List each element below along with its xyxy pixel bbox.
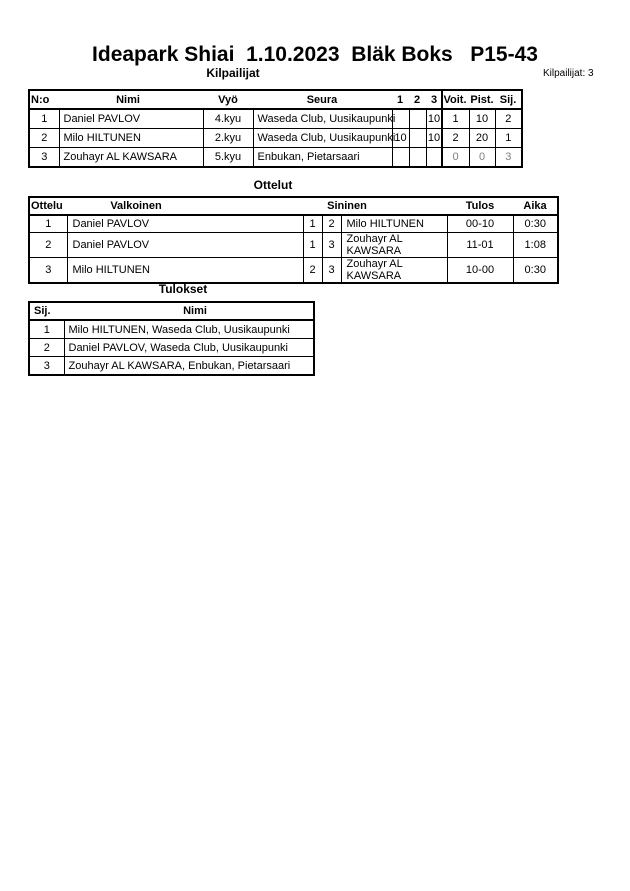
col-header-valkoinen: Valkoinen [110, 200, 162, 212]
cell-no: 3 [30, 148, 59, 167]
col-header-tulos: Tulos [465, 200, 495, 212]
col-header-aika: Aika [523, 200, 547, 212]
cell-sij: 1 [495, 129, 521, 148]
table-row [30, 321, 313, 339]
cell-vyo: 2.kyu [203, 129, 253, 148]
section-title-ottelut: Ottelut [253, 178, 293, 192]
col-header-sininen: Sininen [327, 200, 367, 212]
cell-voit: 0 [442, 148, 469, 167]
kilpailijat-table [28, 89, 523, 168]
cell-name: Daniel PAVLOV, Waseda Club, Uusikaupunki [64, 339, 313, 357]
kilpailijat-rows [30, 110, 521, 166]
cell-blue-name: Zouhayr AL KAWSARA [341, 258, 447, 283]
cell-round3: 10 [426, 129, 442, 148]
col-header-nimi: Nimi [183, 305, 207, 317]
cell-no: 2 [30, 129, 59, 148]
table-row [30, 357, 313, 375]
col-header-pist: Pist. [470, 93, 494, 106]
tulokset-table-header [30, 303, 313, 321]
cell-blue-number: 3 [322, 258, 341, 283]
cell-blue-name: Zouhayr AL KAWSARA [341, 233, 447, 258]
cell-blue-number: 2 [322, 216, 341, 233]
cell-seura: Enbukan, Pietarsaari [253, 148, 392, 167]
cell-white-number: 2 [303, 258, 322, 283]
tulokset-rows [30, 321, 313, 374]
col-header-sij: Sij. [499, 93, 517, 106]
cell-voit: 1 [442, 110, 469, 129]
cell-white-name: Daniel PAVLOV [67, 233, 303, 258]
cell-blue-name: Milo HILTUNEN [341, 216, 447, 233]
cell-round3 [426, 148, 442, 167]
cell-white-name: Milo HILTUNEN [67, 258, 303, 283]
cell-rank: 3 [30, 357, 64, 375]
cell-vyo: 4.kyu [203, 110, 253, 129]
kilpailijat-table-header [30, 91, 521, 110]
table-row [30, 148, 521, 167]
cell-sij: 2 [505, 113, 512, 125]
cell-sij: 3 [495, 148, 521, 167]
col-header-vyo: Vyö [218, 93, 238, 106]
cell-name: Zouhayr AL KAWSARA, Enbukan, Pietarsaari [64, 357, 313, 375]
cell-voit: 2 [442, 129, 469, 148]
cell-seura: Waseda Club, Uusikaupunki [253, 110, 392, 129]
cell-name: Milo HILTUNEN, Waseda Club, Uusikaupunki [68, 323, 290, 336]
table-row [30, 233, 557, 258]
cell-round1: 10 [392, 129, 409, 148]
table-row [30, 216, 557, 233]
table-row [30, 129, 521, 148]
cell-round2 [409, 110, 426, 129]
cell-nimi: Daniel PAVLOV [59, 110, 203, 129]
col-header-nimi: Nimi [116, 93, 140, 106]
cell-match-no: 2 [30, 233, 67, 258]
cell-tulos: 00-10 [447, 216, 513, 233]
cell-pist: 20 [469, 129, 495, 148]
page-title: Ideapark Shiai 1.10.2023 Bläk Boks P15-43 [92, 43, 538, 66]
thick-column-divider [441, 91, 443, 166]
cell-rank: 2 [30, 339, 64, 357]
col-header-round2: 2 [413, 93, 421, 106]
tulokset-table [28, 301, 315, 376]
ottelut-table [28, 196, 559, 284]
cell-nimi: Milo HILTUNEN [59, 129, 203, 148]
cell-seura: Waseda Club, Uusikaupunki [253, 129, 392, 148]
cell-match-no: 1 [30, 216, 67, 233]
table-row [30, 339, 313, 357]
cell-rank: 1 [30, 321, 64, 339]
col-header-round1: 1 [396, 93, 404, 106]
cell-white-number: 1 [303, 233, 322, 258]
ottelut-rows [30, 216, 557, 282]
cell-blue-number: 3 [322, 233, 341, 258]
table-row [30, 258, 557, 283]
cell-tulos: 11-01 [447, 233, 513, 258]
col-header-sij: Sij. [34, 305, 51, 317]
cell-aika: 1:08 [513, 233, 557, 258]
col-header-round3: 3 [430, 93, 438, 106]
cell-round2 [409, 148, 426, 167]
col-header-ottelu: Ottelu [31, 200, 63, 212]
cell-white-number: 1 [303, 216, 322, 233]
col-header-seura: Seura [306, 93, 338, 106]
col-header-voit: Voit. [443, 93, 467, 106]
cell-vyo: 5.kyu [203, 148, 253, 167]
col-header-no: N:o [31, 93, 50, 106]
cell-tulos: 10-00 [447, 258, 513, 283]
cell-match-no: 3 [30, 258, 67, 283]
cell-round1 [392, 148, 409, 167]
cell-white-name: Daniel PAVLOV [67, 216, 303, 233]
cell-nimi: Zouhayr AL KAWSARA [59, 148, 203, 167]
cell-aika: 0:30 [513, 258, 557, 283]
section-title-kilpailijat: Kilpailijat [206, 66, 260, 80]
ottelut-table-header [30, 198, 557, 216]
cell-no: 1 [30, 110, 59, 129]
cell-round2 [409, 129, 426, 148]
cell-aika: 0:30 [524, 218, 546, 230]
table-row [30, 110, 521, 129]
competitor-count-label: Kilpailijat: 3 [543, 68, 594, 79]
section-title-tulokset: Tulokset [158, 282, 208, 296]
cell-pist: 10 [469, 110, 495, 129]
cell-pist: 0 [469, 148, 495, 167]
cell-round3: 10 [426, 110, 442, 129]
